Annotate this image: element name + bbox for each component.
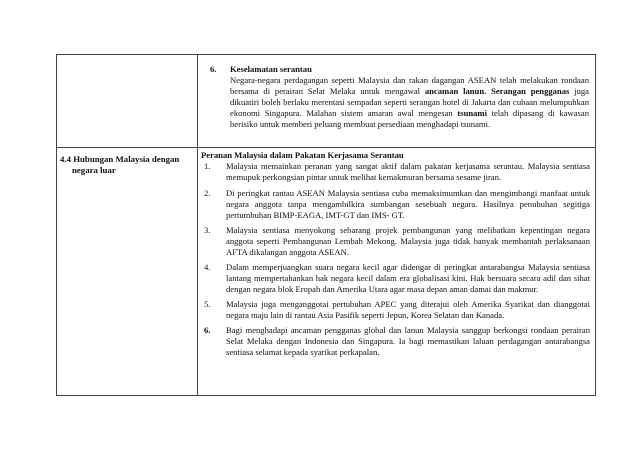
topic-cell xyxy=(57,148,198,396)
content-cell xyxy=(198,148,596,396)
section-peranan xyxy=(198,148,595,358)
section-title: Keselamatan serantau xyxy=(230,64,312,74)
content-cell xyxy=(198,55,596,148)
item-number: 6. xyxy=(204,325,211,335)
list-item xyxy=(201,325,590,358)
section-keselamatan xyxy=(198,55,595,130)
list-item xyxy=(201,262,590,295)
item-text: Malaysia juga menganggotai pertubuhan APEC yang diterajui oleh Amerika Syarikat dan dianggotai negara maju lain di rantau Asia Pasifik seperti Jepun, Korea Selatan dan Kanada. xyxy=(226,299,590,320)
body-text: juga dikuatiri boleh berlaku merentasi sempadan seperti serangan hotel di Jakarta dan cubaan melumpuhkan ekonomi Singapura. Malahan sistem amaran awal mengesan xyxy=(230,86,589,118)
section-body xyxy=(210,75,589,130)
document-page xyxy=(56,54,593,395)
item-text: Di peringkat rantau ASEAN Malaysia sentiasa cuba memaksimumkan dan mengimbangi manfaat untuk negara anggota tanpa mengambilkira sumbangan sesebuah negara. Hasilnya penubuhan segitiga pertumbuhan BIMP-EAGA, IMT-GT dan IMS- GT. xyxy=(226,188,590,220)
bold-term: Serangan pengganas xyxy=(491,86,570,96)
item-number: 2. xyxy=(204,188,211,198)
topic-heading-line: 4.4 Hubungan Malaysia dengan xyxy=(60,154,180,164)
bold-term: tsunami xyxy=(457,108,487,118)
table-row xyxy=(57,55,596,148)
item-text: Malaysia memainkan peranan yang sangat aktif dalam pakatan kerjasama serantau. Malaysia sentiasa memupuk perkongsian pintar untuk melihat kemakmuran bersama sesame jiran. xyxy=(226,161,590,182)
table-row xyxy=(57,148,596,396)
list-item xyxy=(201,299,590,321)
section-header xyxy=(210,64,589,75)
body-text: telah dipasang di kawasan berisiko untuk memberi peluang membuat persediaan menghadapi tsunami. xyxy=(230,108,589,129)
bold-term: ancaman lanun. xyxy=(424,86,487,96)
section-heading: Peranan Malaysia dalam Pakatan Kerjasama Serantau xyxy=(201,150,404,160)
item-number: 4. xyxy=(204,262,211,272)
section-number: 6. xyxy=(210,64,217,74)
body-text: Negara-negara perdagangan seperti Malaysia dan rakan dagangan ASEAN telah melakukan rondaan bersama di perairan Selat Melaka untuk mengawal xyxy=(230,75,589,96)
item-number: 5. xyxy=(204,299,211,309)
list-item xyxy=(201,225,590,258)
empty-cell xyxy=(57,55,198,148)
item-text: Malaysia sentiasa menyokong sebarang projek pembangunan yang melibatkan kepentingan negara anggota seperti Pembangunan Lembah Mekong. Malaysia juga tidak banyak membantah perlaksanaan AFTA dikalangan anggota ASEAN. xyxy=(226,225,590,257)
numbered-list xyxy=(201,161,590,358)
notes-table xyxy=(56,54,596,396)
item-text: Bagi menghadapi ancaman pengganas global dan lanun Malaysia sanggup berkongsi rondaan perairan Selat Melaka dengan Indonesia dan Singapura. Ia bagi memastikan laluan perdagangan antarabangsa sentiasa selamat kepada syarikat perkapalan. xyxy=(226,325,590,357)
item-number: 3. xyxy=(204,225,211,235)
item-number: 1. xyxy=(204,161,211,171)
item-text: Dalam memperjuangkan suara negara kecil agar didengar di peringkat antarabangsa Malaysia sentiasa lantang mempertahankan hak negara kecil dalam era globalisasi kini. Hak bersuara secara adil dan sihat dengan negara blok Eropah dan Amerika Utara agar masa depan aman damai dan makmur. xyxy=(226,262,590,294)
topic-heading-line: negara luar xyxy=(72,165,116,175)
list-item xyxy=(201,161,590,183)
list-item xyxy=(201,188,590,221)
topic-heading xyxy=(57,148,197,176)
